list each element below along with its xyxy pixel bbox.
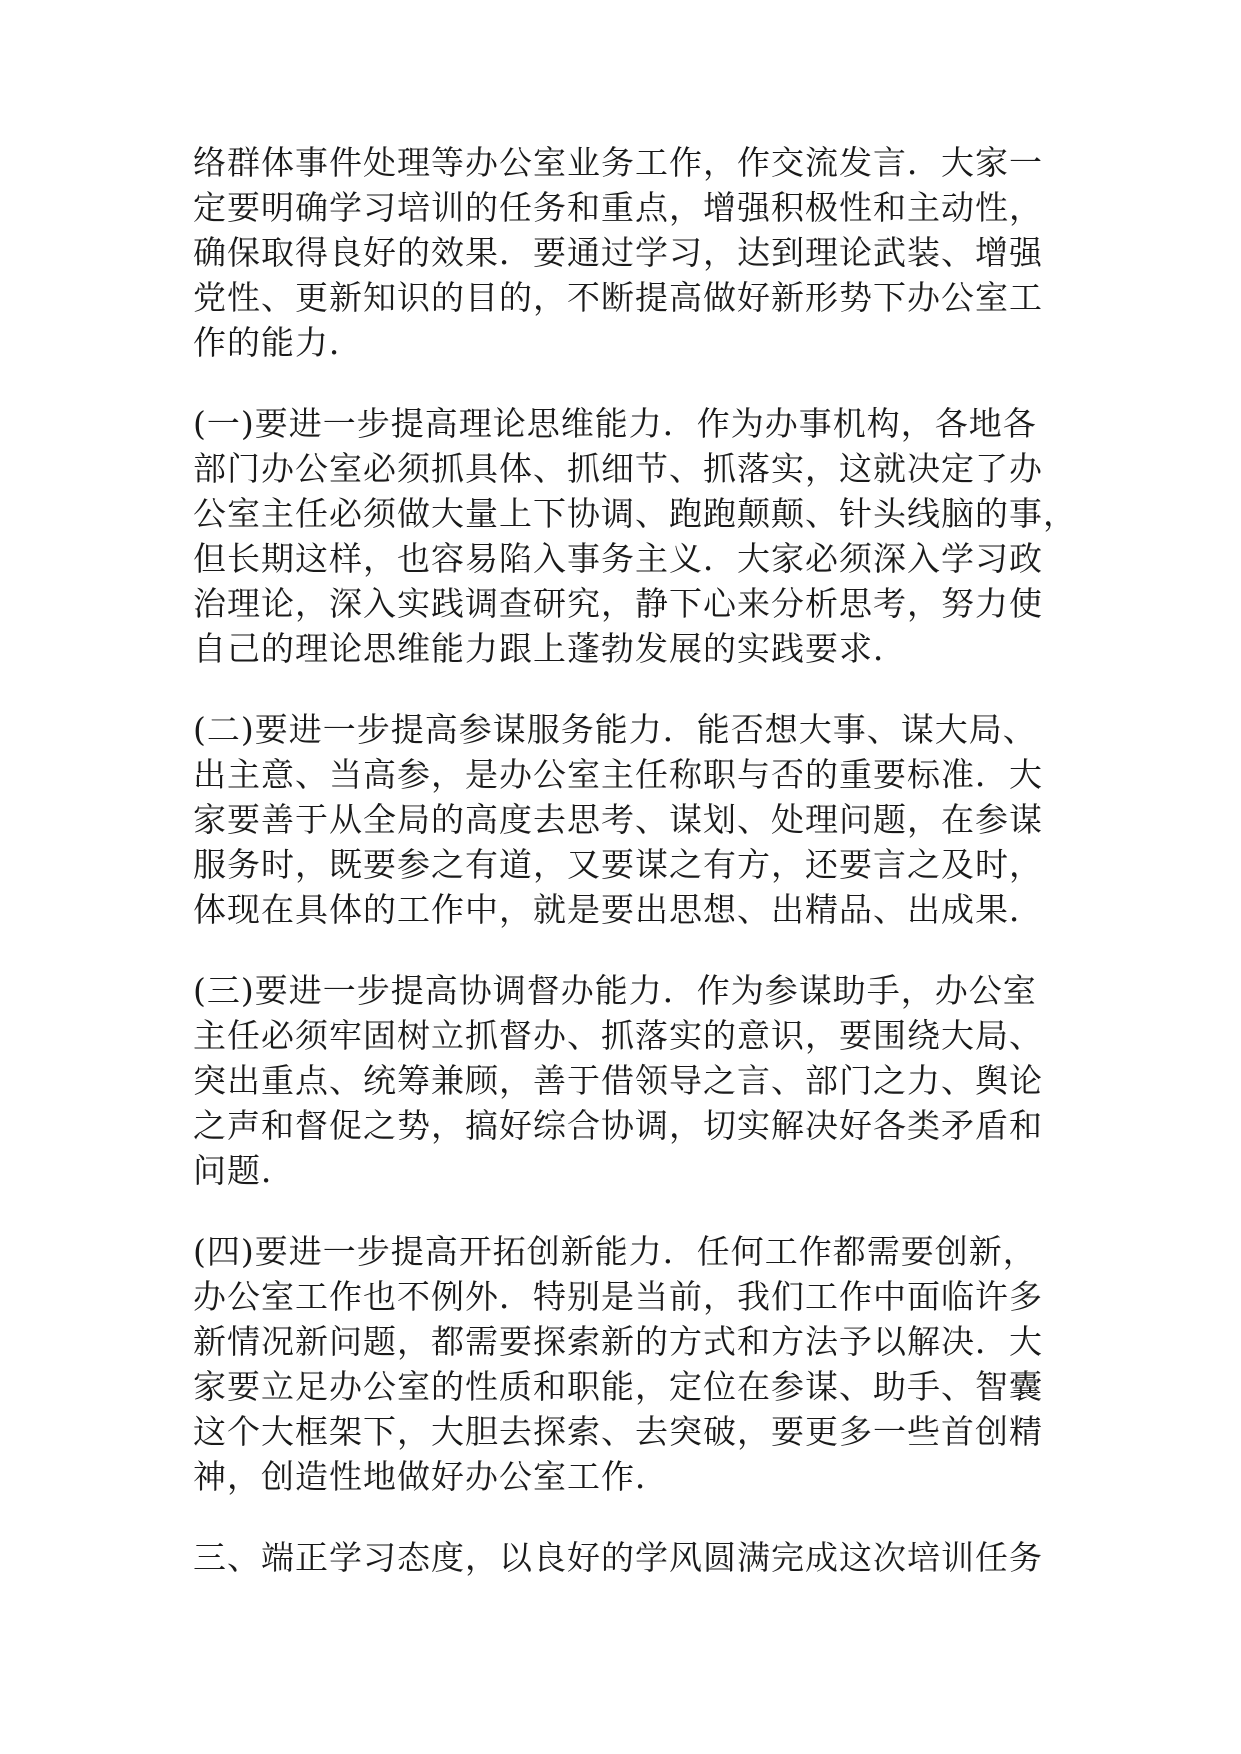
paragraph-intro bbox=[193, 140, 1053, 365]
section-heading-3 bbox=[193, 1535, 1053, 1580]
text-line: 服务时，既要参之有道，又要谋之有方，还要言之及时， bbox=[193, 845, 1043, 884]
paragraph-item-2 bbox=[193, 707, 1053, 932]
text-line: 之声和督促之势，搞好综合协调，切实解决好各类矛盾和 bbox=[193, 1106, 1043, 1145]
paragraph-item-3 bbox=[193, 968, 1053, 1193]
text-line: (四)要进一步提高开拓创新能力．任何工作都需要创新， bbox=[193, 1232, 1037, 1271]
text-line: 络群体事件处理等办公室业务工作，作交流发言．大家一 bbox=[193, 143, 1043, 182]
text-line: (二)要进一步提高参谋服务能力．能否想大事、谋大局、 bbox=[193, 710, 1037, 749]
document-body bbox=[193, 140, 1077, 1616]
text-line: 党性、更新知识的目的，不断提高做好新形势下办公室工 bbox=[193, 278, 1043, 317]
text-line: 公室主任必须做大量上下协调、跑跑颠颠、针头线脑的事， bbox=[193, 494, 1077, 533]
text-line: 家要善于从全局的高度去思考、谋划、处理问题，在参谋 bbox=[193, 800, 1043, 839]
text-line: 定要明确学习培训的任务和重点，增强积极性和主动性， bbox=[193, 188, 1043, 227]
text-line: 出主意、当高参，是办公室主任称职与否的重要标准．大 bbox=[193, 755, 1043, 794]
text-line: (一)要进一步提高理论思维能力．作为办事机构，各地各 bbox=[193, 404, 1037, 443]
text-line: 作的能力． bbox=[193, 323, 363, 362]
text-line: 办公室工作也不例外．特别是当前，我们工作中面临许多 bbox=[193, 1277, 1043, 1316]
text-line: 问题． bbox=[193, 1151, 295, 1190]
text-line: 主任必须牢固树立抓督办、抓落实的意识，要围绕大局、 bbox=[193, 1016, 1043, 1055]
text-line: (三)要进一步提高协调督办能力．作为参谋助手，办公室 bbox=[193, 971, 1037, 1010]
text-line: 体现在具体的工作中，就是要出思想、出精品、出成果． bbox=[193, 890, 1043, 929]
text-line: 但长期这样，也容易陷入事务主义．大家必须深入学习政 bbox=[193, 539, 1043, 578]
heading-line: 三、端正学习态度，以良好的学风圆满完成这次培训任务 bbox=[193, 1538, 1043, 1577]
text-line: 部门办公室必须抓具体、抓细节、抓落实，这就决定了办 bbox=[193, 449, 1043, 488]
paragraph-item-1 bbox=[193, 401, 1077, 671]
text-line: 突出重点、统筹兼顾，善于借领导之言、部门之力、舆论 bbox=[193, 1061, 1043, 1100]
text-line: 神，创造性地做好办公室工作． bbox=[193, 1457, 669, 1496]
text-line: 确保取得良好的效果．要通过学习，达到理论武装、增强 bbox=[193, 233, 1043, 272]
text-line: 家要立足办公室的性质和职能，定位在参谋、助手、智囊 bbox=[193, 1367, 1043, 1406]
text-line: 治理论，深入实践调查研究，静下心来分析思考，努力使 bbox=[193, 584, 1043, 623]
text-line: 自己的理论思维能力跟上蓬勃发展的实践要求． bbox=[193, 629, 907, 668]
text-line: 新情况新问题，都需要探索新的方式和方法予以解决．大 bbox=[193, 1322, 1043, 1361]
paragraph-item-4 bbox=[193, 1229, 1053, 1499]
text-line: 这个大框架下，大胆去探索、去突破，要更多一些首创精 bbox=[193, 1412, 1043, 1451]
